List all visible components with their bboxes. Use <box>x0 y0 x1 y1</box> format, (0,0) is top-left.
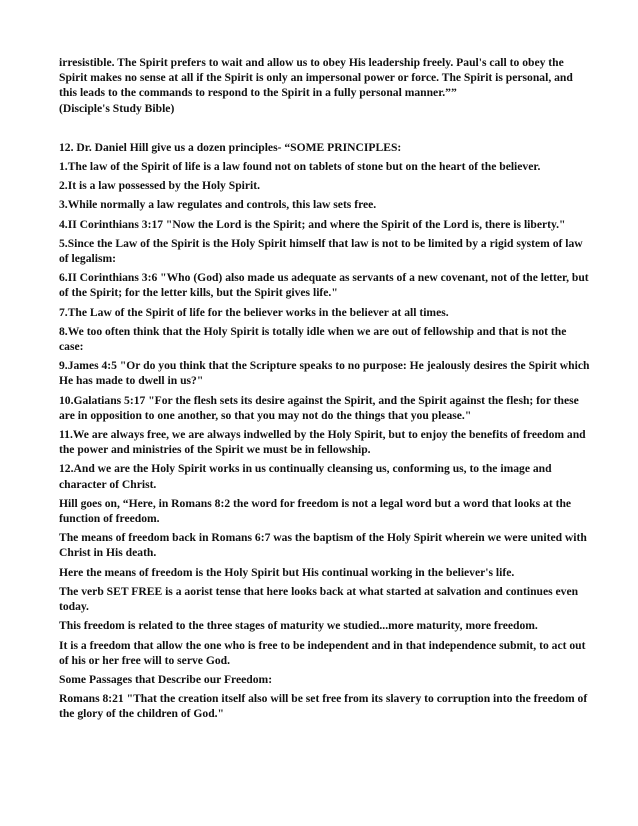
principle-10: 10.Galatians 5:17 "For the flesh sets its desire against the Spirit, and the Spirit against the flesh; for these are in opposition to one another, so that you may not do the things that you please." <box>59 393 579 422</box>
principle-4: 4.II Corinthians 3:17 "Now the Lord is the Spirit; and where the Spirit of the Lord is, there is liberty." <box>59 217 566 231</box>
principle-2: 2.It is a law possessed by the Holy Spirit. <box>59 179 260 193</box>
hill-quote-paragraph: Hill goes on, “Here, in Romans 8:2 the word for freedom is not a legal word but a word that looks at the function of freedom. <box>59 496 572 526</box>
principle-6: 6.II Corinthians 3:6 "Who (God) also made us adequate as servants of a new covenant, not of the letter, but of the Spirit; for the letter kills, but the Spirit gives life." <box>59 271 589 300</box>
continual-working-paragraph: Here the means of freedom is the Holy Spirit but His continual working in the believer's life. <box>59 565 515 579</box>
maturity-paragraph: This freedom is related to the three stages of maturity we studied...more maturity, more freedom. <box>59 619 538 633</box>
principle-12: 12.And we are the Holy Spirit works in us continually cleansing us, conforming us, to the image and character of Christ. <box>59 462 552 491</box>
principles-heading: 12. Dr. Daniel Hill give us a dozen principles- “SOME PRINCIPLES: <box>59 140 402 154</box>
independence-paragraph: It is a freedom that allow the one who is free to be independent and in that independence submit, to act out of his or her free will to serve God. <box>59 638 586 667</box>
principle-3: 3.While normally a law regulates and controls, this law sets free. <box>59 198 377 212</box>
principle-8: 8.We too often think that the Holy Spirit is totally idle when we are out of fellowship and that is not the case: <box>59 324 567 354</box>
paragraph-spacer <box>59 116 590 140</box>
romans-8-21-paragraph: Romans 8:21 "That the creation itself also will be set free from its slavery to corruption into the freedom of the glory of the children of God." <box>59 692 588 721</box>
principle-11: 11.We are always free, we are always indwelled by the Holy Spirit, but to enjoy the benefits of freedom and the power and ministries of the Spirit we must be in fellowship. <box>59 428 586 457</box>
intro-paragraph: irresistible. The Spirit prefers to wait and allow us to obey His leadership freely. Paul's call to obey the Spirit makes no sense at all if the Spirit is only an impersonal power or force. The Spirit is personal, and this leads to the commands to respond to the Spirit in a fully personal manner.”” <box>59 56 573 100</box>
means-of-freedom-paragraph: The means of freedom back in Romans 6:7 was the baptism of the Holy Spirit wherein we were united with Christ in His death. <box>59 531 587 560</box>
principle-9: 9.James 4:5 "Or do you think that the Scripture speaks to no purpose: He jealously desires the Spirit which He has made to dwell in us?" <box>59 359 590 388</box>
principle-1: 1.The law of the Spirit of life is a law found not on tablets of stone but on the heart of the believer. <box>59 160 541 174</box>
intro-citation: (Disciple's Study Bible) <box>59 101 175 115</box>
principle-5: 5.Since the Law of the Spirit is the Holy Spirit himself that law is not to be limited by a rigid system of law of legalism: <box>59 236 583 266</box>
set-free-verb-paragraph: The verb SET FREE is a aorist tense that here looks back at what started at salvation and continues even today. <box>59 584 579 614</box>
passages-heading: Some Passages that Describe our Freedom: <box>59 672 273 686</box>
principle-7: 7.The Law of the Spirit of life for the believer works in the believer at all times. <box>59 305 449 319</box>
